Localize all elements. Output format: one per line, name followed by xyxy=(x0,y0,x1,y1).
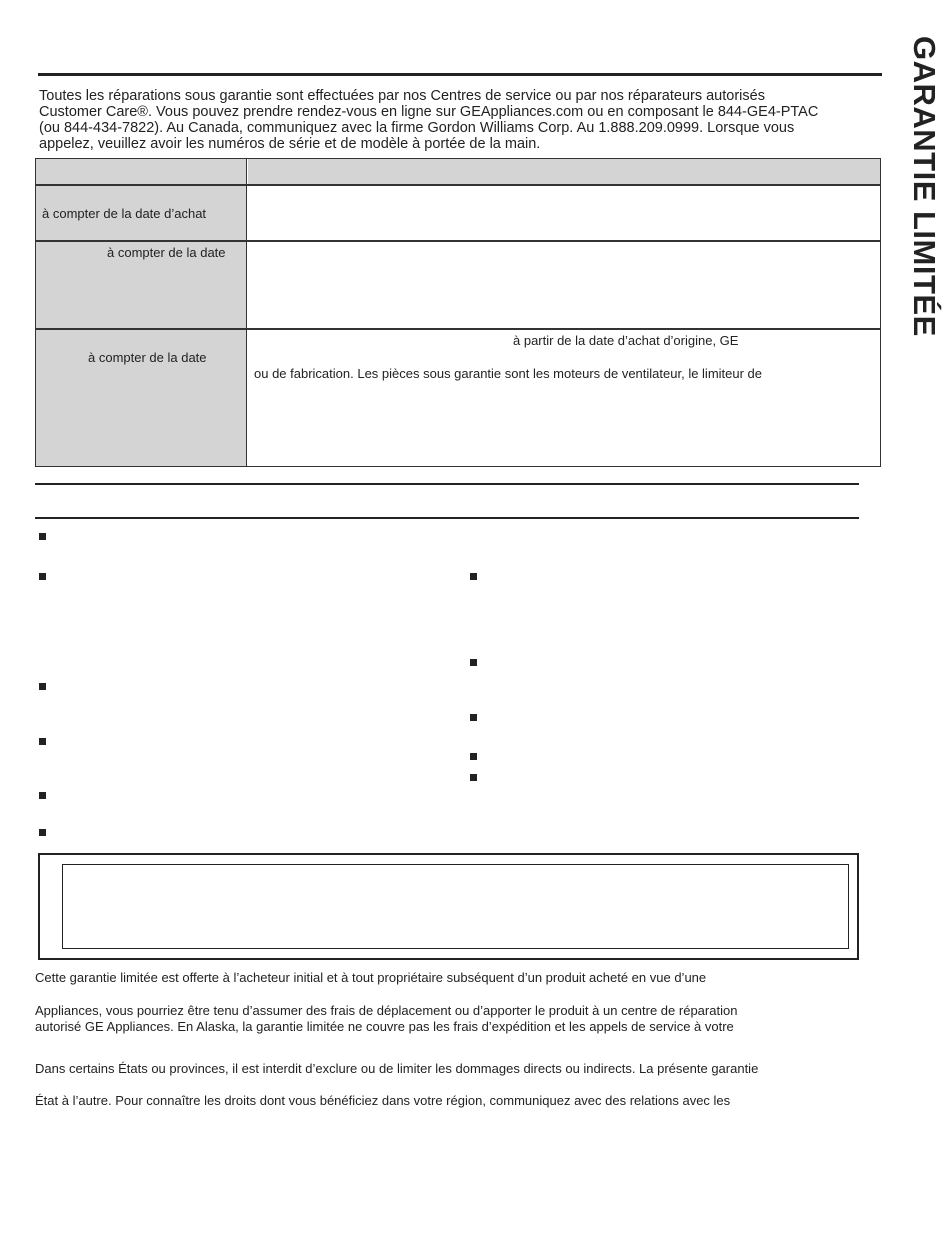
top-rule xyxy=(38,73,882,76)
footer-paragraph xyxy=(35,1003,737,1034)
bullet-marker xyxy=(39,792,46,799)
notice-box-inner xyxy=(62,864,849,949)
section-rule xyxy=(35,517,859,519)
bullet-marker xyxy=(39,829,46,836)
table-row2-left-text: à compter de la date xyxy=(107,245,226,260)
intro-line: appelez, veuillez avoir les numéros de série et de modèle à portée de la main. xyxy=(39,136,541,152)
bullet-marker xyxy=(470,659,477,666)
bullet-marker xyxy=(39,683,46,690)
bullet-marker xyxy=(39,533,46,540)
intro-line: (ou 844-434-7822). Au Canada, communiquez avec la firme Gordon Williams Corp. Au 1.888.209.0999. Lorsque vous xyxy=(39,120,795,136)
table-divider xyxy=(36,184,880,186)
page-side-title: GARANTIE LIMITÉE xyxy=(907,36,942,337)
intro-paragraph xyxy=(39,88,879,152)
bullet-marker xyxy=(39,573,46,580)
bullet-marker xyxy=(470,753,477,760)
bullet-marker xyxy=(39,738,46,745)
footer-paragraph: Cette garantie limitée est offerte à l’acheteur initial et à tout propriétaire subséquent d’un produit acheté en vue d’une xyxy=(35,970,707,985)
table-row3-left-text: à compter de la date xyxy=(88,350,207,365)
bullet-marker xyxy=(470,573,477,580)
warranty-table xyxy=(35,158,881,467)
table-row3-right-text: à partir de la date d’achat d’origine, GE xyxy=(513,333,739,348)
table-divider xyxy=(36,328,880,330)
bullet-marker xyxy=(470,714,477,721)
bullet-marker xyxy=(470,774,477,781)
footer-line: autorisé GE Appliances. En Alaska, la garantie limitée ne couvre pas les frais d’expédition et les appels de service à votre xyxy=(35,1018,734,1034)
intro-line: Customer Care®. Vous pouvez prendre rendez-vous en ligne sur GEAppliances.com ou en composant le 844-GE4-PTAC xyxy=(39,104,819,120)
table-header-right xyxy=(248,159,880,185)
footer-paragraph: État à l’autre. Pour connaître les droits dont vous bénéficiez dans votre région, communiquez avec des relations avec les xyxy=(35,1093,731,1108)
table-row1-left-text: à compter de la date d’achat xyxy=(42,206,207,221)
table-divider xyxy=(36,240,880,242)
table-row3-right-text: ou de fabrication. Les pièces sous garantie sont les moteurs de ventilateur, le limiteur de xyxy=(254,366,763,381)
section-rule xyxy=(35,483,859,485)
intro-line: Toutes les réparations sous garantie sont effectuées par nos Centres de service ou par nos réparateurs autorisés xyxy=(39,88,765,104)
footer-line: Appliances, vous pourriez être tenu d’assumer des frais de déplacement ou d’apporter le produit à un centre de réparation xyxy=(35,1003,738,1018)
footer-paragraph: Dans certains États ou provinces, il est interdit d’exclure ou de limiter les dommages directs ou indirects. La présente garantie xyxy=(35,1061,759,1076)
